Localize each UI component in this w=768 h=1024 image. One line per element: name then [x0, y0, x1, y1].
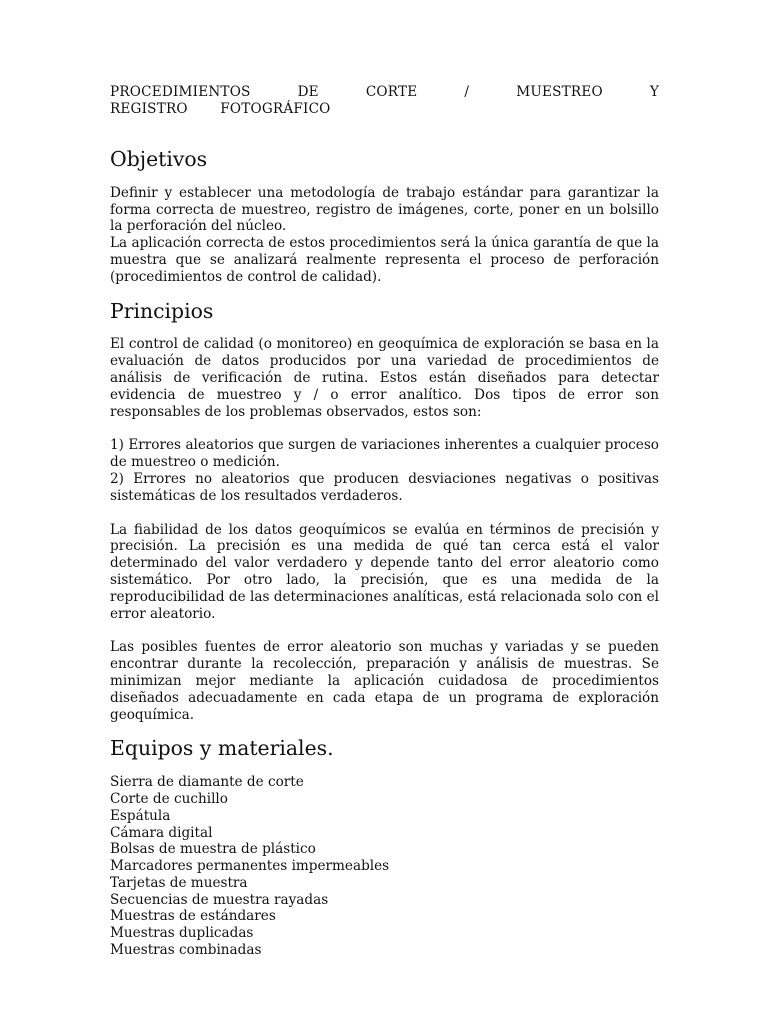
list-item: Marcadores permanentes impermeables [110, 858, 390, 875]
list-item: Bolsas de muestra de plástico [110, 841, 316, 858]
section-heading-principios: Principios [110, 298, 214, 323]
materials-list [110, 774, 659, 959]
list-item: Espátula [110, 807, 171, 824]
list-item: Sierra de diamante de corte [110, 774, 304, 791]
list-item: Muestras de estándares [110, 908, 276, 925]
document-title: PROCEDIMIENTOS DE CORTE / MUESTREO Y REGISTRO FOTOGRÁFICO [110, 84, 659, 117]
list-item: Cámara digital [110, 824, 213, 841]
list-item: Secuencias de muestra rayadas [110, 891, 329, 908]
list-item: Corte de cuchillo [110, 790, 228, 807]
spacer [110, 420, 659, 437]
spacer [110, 505, 659, 522]
error-type-2: 2) Errores no aleatorios que producen desviaciones negativas o positivas sistemáticas de los resultados verdaderos. [110, 470, 659, 504]
error-type-1: 1) Errores aleatorios que surgen de variaciones inherentes a cualquier proceso de muestreo o medición. [110, 437, 659, 471]
document-page [110, 84, 659, 959]
list-item: Tarjetas de muestra [110, 874, 248, 891]
list-item: Muestras duplicadas [110, 925, 254, 942]
list-item: Muestras combinadas [110, 942, 262, 959]
principios-intro-paragraph: El control de calidad (o monitoreo) en geoquímica de exploración se basa en la evaluación de datos producidos por una variedad de procedimientos de análisis de verificación de rutina. Estos están diseñados para detectar evidencia de muestreo y / o error analítico. Dos tipos de error son responsables de los problemas observados, estos son: [110, 336, 659, 420]
section-heading-equipos: Equipos y materiales. [110, 736, 334, 761]
objetivos-paragraph-2: La aplicación correcta de estos procedimientos será la única garantía de que la muestra que se analizará realmente representa el proceso de perforación (procedimientos de control de calidad). [110, 235, 659, 285]
fuentes-paragraph: Las posibles fuentes de error aleatorio son muchas y variadas y se pueden encontrar durante la recolección, preparación y análisis de muestras. Se minimizan mejor mediante la aplicación cuidadosa de procedimientos diseñados adecuadamente en cada etapa de un programa de exploración geoquímica. [110, 639, 659, 723]
fiabilidad-paragraph: La fiabilidad de los datos geoquímicos se evalúa en términos de precisión y precisión. La precisión es una medida de qué tan cerca está el valor determinado del valor verdadero y depende tanto del error aleatorio como sistemático. Por otro lado, la precisión, que es una medida de la reproducibilidad de las determinaciones analíticas, está relacionada solo con el error aleatorio. [110, 521, 659, 622]
section-heading-objetivos: Objetivos [110, 147, 208, 171]
spacer [110, 622, 659, 639]
objetivos-paragraph-1: Definir y establecer una metodología de trabajo estándar para garantizar la forma correcta de muestreo, registro de imágenes, corte, poner en un bolsillo la perforación del núcleo. [110, 184, 659, 235]
